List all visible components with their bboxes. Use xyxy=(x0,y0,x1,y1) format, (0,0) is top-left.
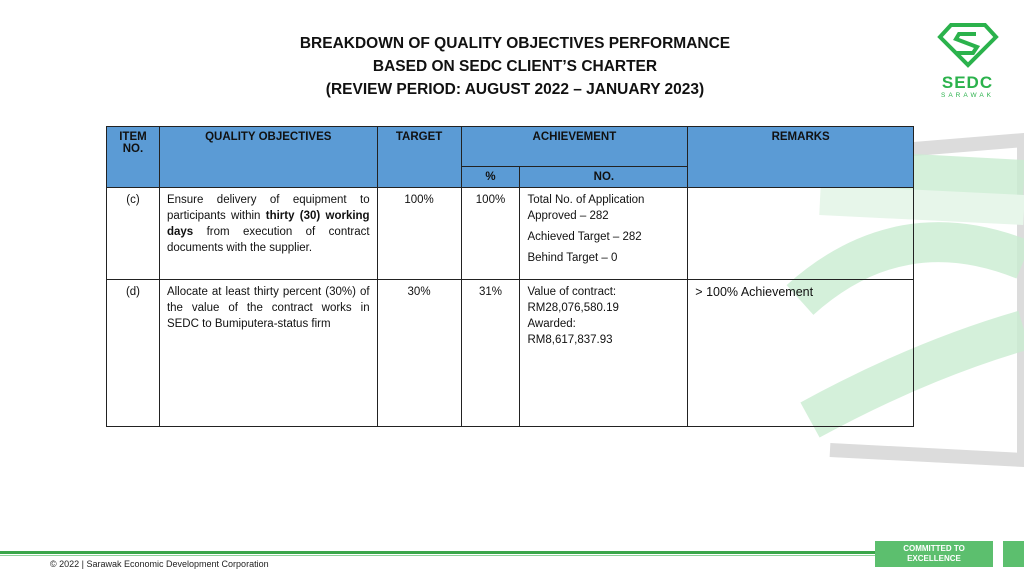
target-value: 100% xyxy=(377,188,461,280)
achievement-percent: 100% xyxy=(461,188,520,280)
item-number: (c) xyxy=(107,188,160,280)
logo-name: SEDC xyxy=(941,73,994,92)
title-line-1: BREAKDOWN OF QUALITY OBJECTIVES PERFORMANCE xyxy=(299,35,731,52)
committed-badge: COMMITTED TO EXCELLENCE xyxy=(875,541,993,567)
objective-text: Ensure delivery of equipment to participants within thirty (30) working days from execution of contract documents with the supplier. xyxy=(159,188,377,280)
footer-copyright: © 2022 | Sarawak Economic Development Corporation xyxy=(50,559,269,569)
sedc-logo-icon xyxy=(937,22,999,68)
header-remarks: REMARKS xyxy=(688,127,914,188)
objective-text: Allocate at least thirty percent (30%) of the value of the contract works in SEDC to Bumiputera-status firm xyxy=(159,280,377,427)
remarks-cell xyxy=(688,188,914,280)
quality-objectives-table xyxy=(106,126,914,427)
table-row xyxy=(107,188,914,280)
table-header-row xyxy=(107,127,914,167)
item-number: (d) xyxy=(107,280,160,427)
header-quality-objectives: QUALITY OBJECTIVES xyxy=(159,127,377,188)
achievement-number: Value of contract: RM28,076,580.19 Awarded: RM8,617,837.93 xyxy=(520,280,688,427)
target-value: 30% xyxy=(377,280,461,427)
remarks-cell: > 100% Achievement xyxy=(688,280,914,427)
sedc-logo xyxy=(930,22,1005,102)
logo-subtitle: SARAWAK xyxy=(940,92,995,99)
badge-accent xyxy=(1003,541,1024,567)
achievement-percent: 31% xyxy=(461,280,520,427)
header-achievement: ACHIEVEMENT xyxy=(461,127,688,167)
header-target: TARGET xyxy=(377,127,461,188)
footer-divider xyxy=(0,551,875,554)
title-line-3: (REVIEW PERIOD: AUGUST 2022 – JANUARY 2023) xyxy=(325,81,705,98)
achievement-number: Total No. of Application Approved – 282 Achieved Target – 282 Behind Target – 0 xyxy=(520,188,688,280)
header-item-no: ITEM NO. xyxy=(107,127,160,188)
header-no: NO. xyxy=(520,167,688,188)
table-row xyxy=(107,280,914,427)
title-line-2: BASED ON SEDC CLIENT’S CHARTER xyxy=(372,58,658,75)
footer-divider-light xyxy=(0,555,875,556)
header-percent: % xyxy=(461,167,520,188)
page-title xyxy=(200,32,830,101)
